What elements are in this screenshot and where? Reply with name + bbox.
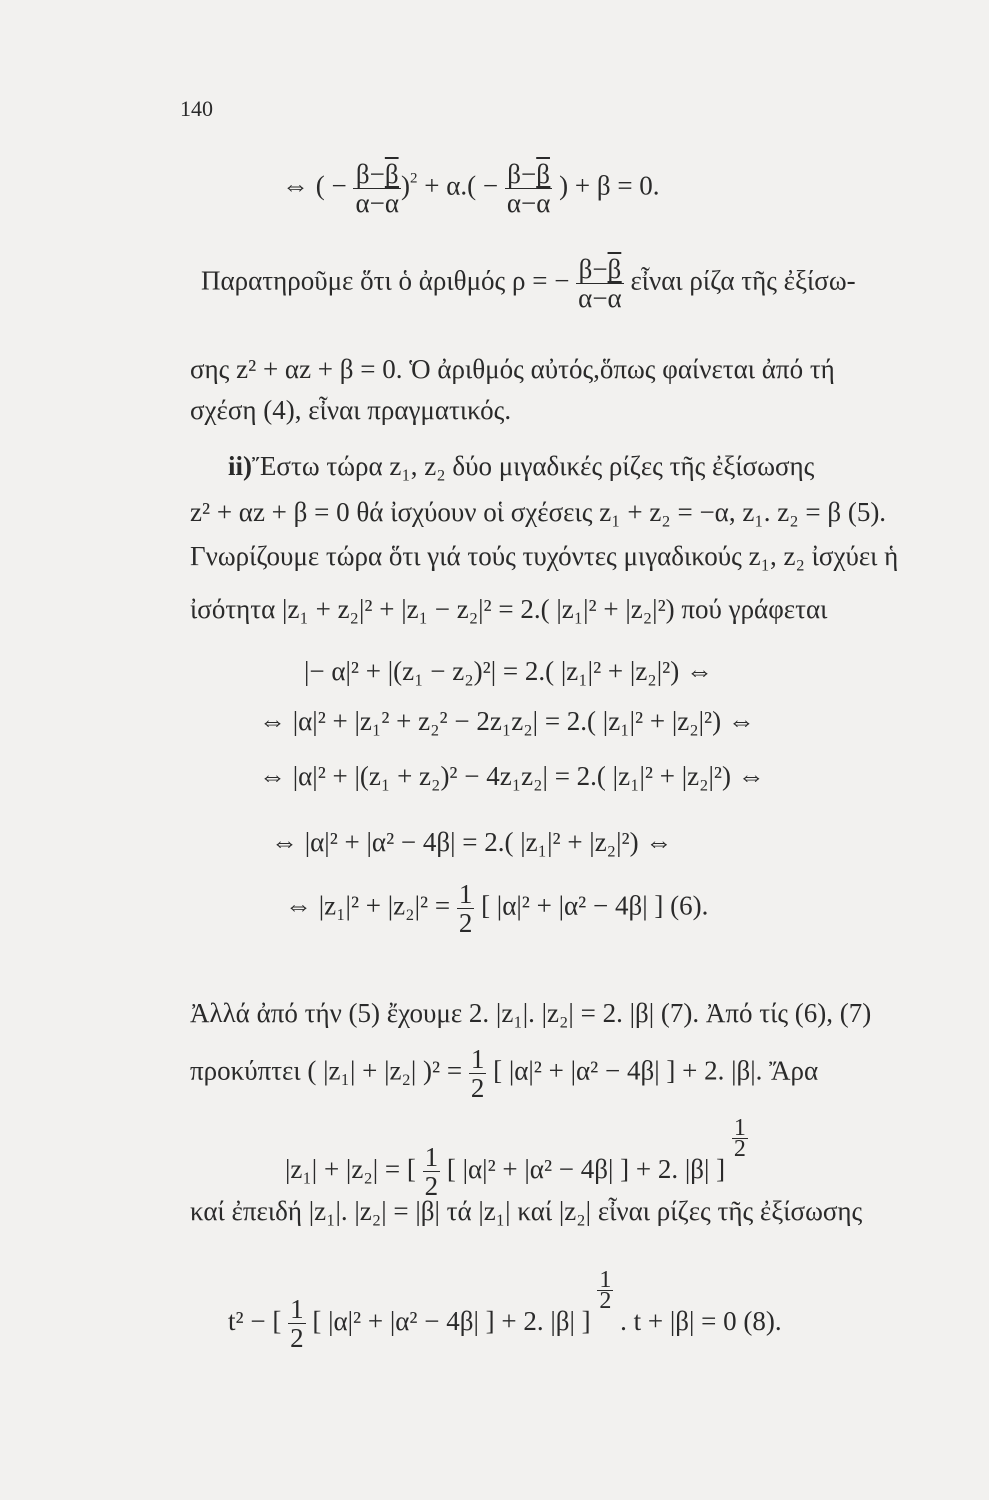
text-line-17: καί ἐπειδή |z₁|. |z₂| = |β| τά |z₁| καί |z₂| εἶναι ρίζες τῆς ἐξίσωσης	[190, 1196, 863, 1226]
half-fraction-16: $\frac{1}{2}$	[424, 1142, 439, 1202]
text-line-2: Παρατηροῦμε ὅτι ὁ ἀριθμός ρ = − $\frac{\beta-\overline{\beta}}{\alpha-\overline{\alpha}}$ εἶναι ρίζα τῆς ἐξίσω-	[201, 254, 856, 313]
item-label-ii: ii)	[228, 451, 252, 481]
equation-line-18: t² − [ $\frac{1}{2}$ [ |α|² + |α² − 4β| ] + 2. |β| ] $\frac{1}{2}$ . t + |β| = 0 (8).	[228, 1267, 782, 1354]
text-line-15: προκύπτει ( |z₁| + |z₂| )² = $\frac{1}{2}$ [ |α|² + |α² − 4β| ] + 2. |β|. Ἄρα	[190, 1044, 819, 1103]
exponent-half-18: $\frac{1}{2}$	[599, 1267, 612, 1314]
eq1-fraction-2: $\frac{\beta-\overline{\beta}}{\alpha-\overline{\alpha}}$	[506, 159, 551, 218]
page-number: 140	[180, 96, 213, 121]
text-line-7: Γνωρίζουμε τώρα ὅτι γιά τούς τυχόντες μιγαδικούς z₁, z₂ ἰσχύει ἡ	[190, 541, 899, 571]
half-fraction-18: $\frac{1}{2}$	[290, 1294, 304, 1354]
eq1-part-a: ⇔ ( −	[282, 170, 347, 201]
half-fraction-13: $\frac{1}{2}$	[458, 879, 473, 938]
equation-line-10: ⇔ |α|² + |z₁² + z₂² − 2z₁z₂| = 2.( |z₁|² + |z₂|²) ⇔	[259, 706, 755, 736]
equation-line-11: ⇔ |α|² + |(z₁ + z₂)² − 4z₁z₂| = 2.( |z₁|² + |z₂|²) ⇔	[259, 761, 765, 791]
rho-fraction: $\frac{\beta-\overline{\beta}}{\alpha-\overline{\alpha}}$	[578, 254, 622, 313]
eq1-fraction-1: $\frac{\beta-\overline{\beta}}{\alpha-\overline{\alpha}}$	[355, 159, 399, 218]
equation-line-16: |z₁| + |z₂| = [ $\frac{1}{2}$ [ |α|² + |α² − 4β| ] + 2. |β| ] $\frac{1}{2}$	[285, 1115, 746, 1202]
exponent-half-16: $\frac{1}{2}$	[733, 1115, 746, 1162]
equation-line-13: ⇔ |z₁|² + |z₂|² = $\frac{1}{2}$ [ |α|² + |α² − 4β| ] (6).	[285, 879, 709, 938]
text-line-5: ii)Ἔστω τώρα z₁, z₂ δύο μιγαδικές ρίζες τῆς ἐξίσωσης	[228, 451, 815, 481]
text-line-4: σχέση (4), εἶναι πραγματικός.	[190, 395, 512, 425]
half-fraction-15: $\frac{1}{2}$	[470, 1044, 485, 1103]
text-line-6: z² + αz + β = 0 θά ἰσχύουν οἱ σχέσεις z₁ + z₂ = −α, z₁. z₂ = β (5).	[190, 497, 887, 527]
text-line-8: ἰσότητα |z₁ + z₂|² + |z₁ − z₂|² = 2.( |z₁|² + |z₂|²) πού γράφεται	[190, 594, 828, 624]
equation-line-12: ⇔ |α|² + |α² − 4β| = 2.( |z₁|² + |z₂|²) ⇔	[271, 827, 673, 857]
text-line-14: Ἀλλά ἀπό τήν (5) ἔχουμε 2. |z₁|. |z₂| = 2. |β| (7). Ἀπό τίς (6), (7)	[190, 998, 872, 1028]
equation-line-9: |− α|² + |(z₁ − z₂)²| = 2.( |z₁|² + |z₂|²) ⇔	[304, 656, 713, 686]
equation-line-1: ⇔ ( − $\frac{\beta-\overline{\beta}}{\alpha-\overline{\alpha}}$ )$^2$ + α.( − $\frac{\beta-\overline{\beta}}{\alpha-\overline{\alpha}}$ ) + β = 0.	[282, 159, 660, 218]
text-line-3: σης z² + αz + β = 0. Ὁ ἀριθμός αὐτός,ὅπως φαίνεται ἀπό τή	[190, 354, 835, 384]
